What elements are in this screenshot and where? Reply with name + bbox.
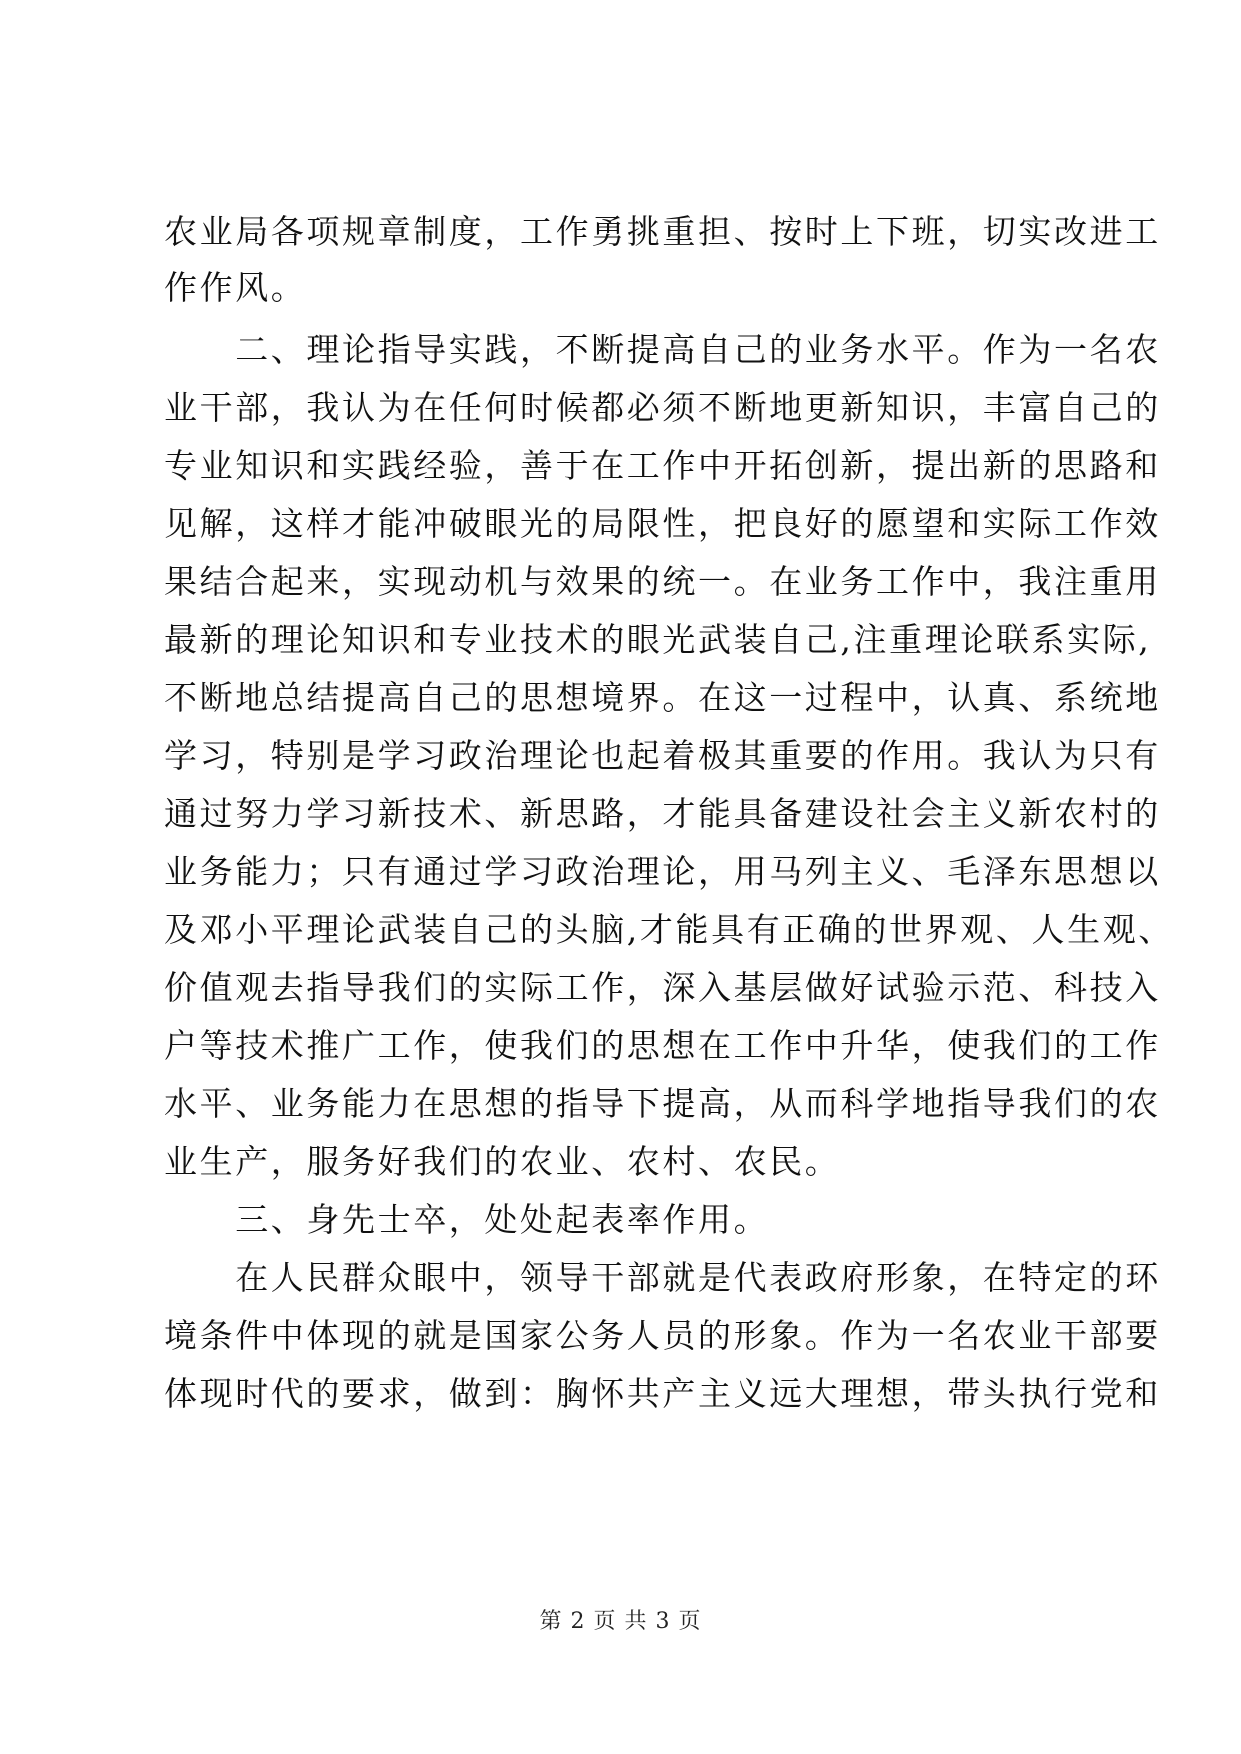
text-line-20: 境条件中体现的就是国家公务人员的形象。作为一名农业干部要 [164, 1316, 1161, 1355]
text-line-21: 体现时代的要求，做到：胸怀共产主义远大理想，带头执行党和 [164, 1374, 1161, 1413]
text-line-12: 业务能力；只有通过学习政治理论，用马列主义、毛泽东思想以 [164, 852, 1161, 891]
text-line-9: 不断地总结提高自己的思想境界。在这一过程中，认真、系统地 [164, 678, 1161, 717]
text-line-11: 通过努力学习新技术、新思路，才能具备建设社会主义新农村的 [164, 794, 1161, 833]
page-footer: 第 2 页 共 3 页 [539, 1609, 702, 1634]
text-line-1: 农业局各项规章制度，工作勇挑重担、按时上下班，切实改进工 [164, 212, 1161, 251]
text-line-15: 户等技术推广工作，使我们的思想在工作中升华，使我们的工作 [164, 1026, 1161, 1065]
text-line-14: 价值观去指导我们的实际工作，深入基层做好试验示范、科技入 [164, 968, 1161, 1007]
text-line-4: 业干部，我认为在任何时候都必须不断地更新知识，丰富自己的 [164, 388, 1161, 427]
text-line-19: 在人民群众眼中，领导干部就是代表政府形象，在特定的环 [164, 1258, 1161, 1297]
text-line-16: 水平、业务能力在思想的指导下提高，从而科学地指导我们的农 [164, 1084, 1161, 1123]
text-line-18: 三、身先士卒，处处起表率作用。 [164, 1200, 770, 1239]
text-line-3: 二、理论指导实践，不断提高自己的业务水平。作为一名农 [164, 330, 1161, 369]
text-line-2: 作作风。 [164, 268, 307, 307]
text-line-10: 学习，特别是学习政治理论也起着极其重要的作用。我认为只有 [164, 736, 1161, 775]
text-line-17: 业生产，服务好我们的农业、农村、农民。 [164, 1142, 841, 1181]
text-line-8: 最新的理论知识和专业技术的眼光武装自己,注重理论联系实际, [164, 620, 1152, 659]
text-line-13: 及邓小平理论武装自己的头脑,才能具有正确的世界观、人生观、 [164, 910, 1174, 949]
text-line-5: 专业知识和实践经验，善于在工作中开拓创新，提出新的思路和 [164, 446, 1161, 485]
text-line-6: 见解，这样才能冲破眼光的局限性，把良好的愿望和实际工作效 [164, 504, 1161, 543]
text-line-7: 果结合起来，实现动机与效果的统一。在业务工作中，我注重用 [164, 562, 1161, 601]
